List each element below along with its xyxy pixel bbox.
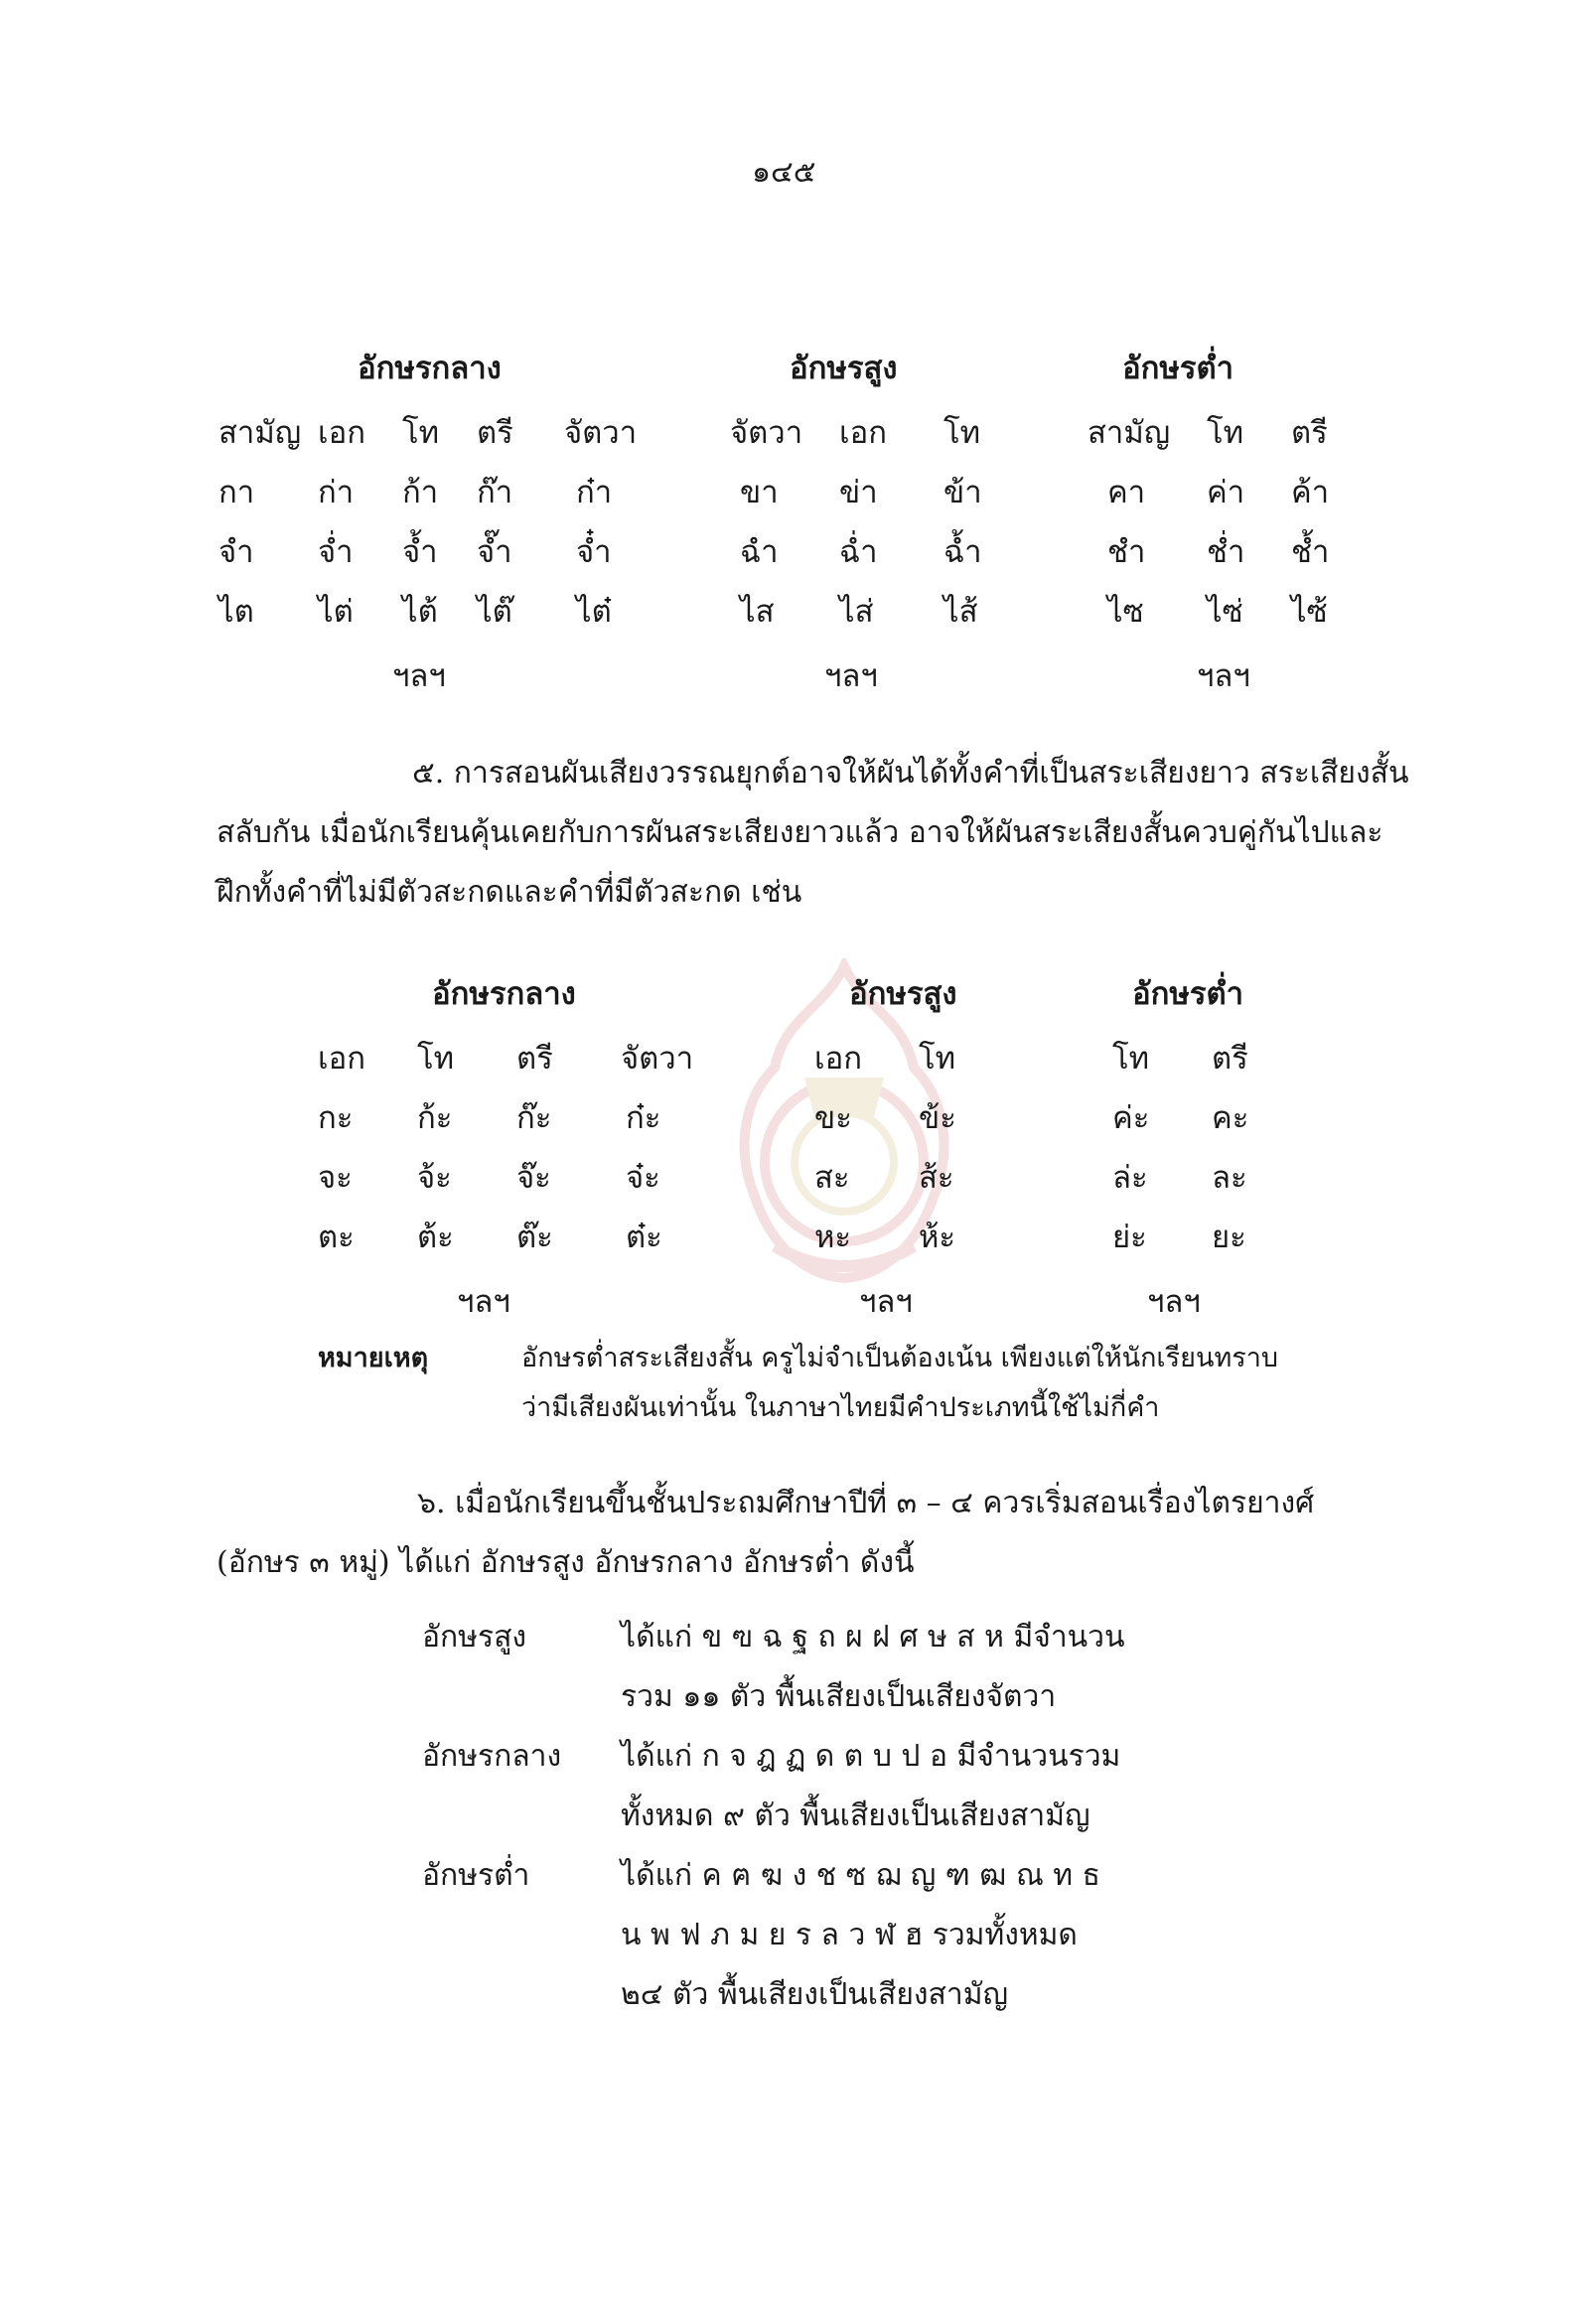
table-cell: ไต — [218, 594, 254, 630]
table-cell: ยะ — [1212, 1220, 1246, 1255]
column-header: ตรี — [516, 1041, 553, 1077]
column-header: เอก — [814, 1041, 862, 1077]
table-cell: ค้า — [1291, 475, 1330, 510]
column-header: โท — [919, 1041, 956, 1077]
table-cell: ก๋ะ — [626, 1100, 661, 1136]
table-cell: ช้ำ — [1291, 534, 1330, 570]
column-header: จัตวา — [621, 1041, 694, 1077]
table-cell: ฉ้ำ — [943, 534, 982, 570]
table-cell: ส้ะ — [919, 1160, 954, 1196]
column-header: เอก — [318, 1041, 365, 1077]
table-cell: จ่ำ — [318, 534, 354, 570]
table-cell: ต๋ะ — [626, 1220, 662, 1255]
column-header: เอก — [318, 415, 365, 451]
table-cell: จำ — [218, 534, 254, 570]
paragraph-line: สลับกัน เมื่อนักเรียนคุ้นเคยกับการผันสระเสียงยาวแล้ว อาจให้ผันสระเสียงสั้นควบคู่กันไปและ — [217, 815, 1383, 850]
column-header: โท — [1112, 1041, 1150, 1077]
class-line: ได้แก่ ก จ ฎ ฏ ด ต บ ป อ มีจำนวนรวม — [621, 1739, 1121, 1774]
column-header: โท — [402, 415, 440, 451]
table-cell: ช่ำ — [1207, 534, 1245, 570]
column-header: โท — [943, 415, 981, 451]
class-line: ได้แก่ ค ฅ ฆ ง ช ซ ฌ ญ ฑ ฒ ณ ท ธ — [621, 1858, 1100, 1893]
table-cell: ต๊ะ — [516, 1220, 553, 1255]
etc-mark: ฯลฯ — [1197, 658, 1250, 694]
table-cell: ก๋า — [576, 475, 613, 510]
note-line: ว่ามีเสียงผันเท่านั้น ในภาษาไทยมีคำประเภทนี้ใช้ไม่กี่คำ — [521, 1392, 1160, 1423]
table-cell: จ๋ะ — [626, 1160, 660, 1196]
column-header: จัตวา — [564, 415, 638, 451]
paragraph-line: (อักษร ๓ หมู่) ได้แก่ อักษรสูง อักษรกลาง อักษรต่ำ ดังนี้ — [217, 1545, 915, 1580]
table-cell: ข้า — [943, 475, 982, 510]
class-line: ๒๔ ตัว พื้นเสียงเป็นเสียงสามัญ — [621, 1977, 1009, 2012]
table-cell: คา — [1107, 475, 1146, 510]
table-cell: ก่า — [318, 475, 355, 510]
table-cell: จ๋ำ — [576, 534, 612, 570]
table-cell: ไต่ — [318, 594, 354, 630]
table-cell: ฉำ — [740, 534, 779, 570]
group-heading: อักษรกลาง — [358, 351, 502, 386]
etc-mark: ฯลฯ — [392, 658, 446, 694]
group-heading: อักษรกลาง — [432, 976, 576, 1012]
class-line: ทั้งหมด ๙ ตัว พื้นเสียงเป็นเสียงสามัญ — [621, 1799, 1090, 1833]
table-cell: หะ — [814, 1220, 852, 1255]
column-header: ตรี — [1212, 1041, 1248, 1077]
paragraph-line: ๕. การสอนผันเสียงวรรณยุกต์อาจให้ผันได้ทั้งคำที่เป็นสระเสียงยาว สระเสียงสั้น — [412, 756, 1409, 791]
table-cell: ต้ะ — [417, 1220, 454, 1255]
table-cell: จ้ำ — [402, 534, 438, 570]
etc-mark: ฯลฯ — [457, 1284, 510, 1320]
group-heading: อักษรต่ำ — [1122, 351, 1234, 386]
note-line: อักษรต่ำสระเสียงสั้น ครูไม่จำเป็นต้องเน้น เพียงแต่ให้นักเรียนทราบ — [521, 1343, 1279, 1373]
table-cell: กะ — [318, 1100, 354, 1136]
note-label: หมายเหตุ — [318, 1343, 429, 1373]
table-cell: ละ — [1212, 1160, 1247, 1196]
table-cell: ไต๋ — [576, 594, 612, 630]
paragraph-line: ฝึกทั้งคำที่ไม่มีตัวสะกดและคำที่มีตัวสะกด เช่น — [217, 875, 802, 910]
class-name: อักษรต่ำ — [422, 1858, 530, 1893]
etc-mark: ฯลฯ — [824, 658, 878, 694]
column-header: โท — [417, 1041, 455, 1077]
table-cell: คะ — [1212, 1100, 1249, 1136]
table-cell: ห้ะ — [919, 1220, 956, 1255]
column-header: ตรี — [477, 415, 513, 451]
table-cell: ไซ่ — [1207, 594, 1243, 630]
table-cell: ค่า — [1207, 475, 1245, 510]
table-cell: ไส่ — [839, 594, 874, 630]
class-line: น พ ฟ ภ ม ย ร ล ว ฬ ฮ รวมทั้งหมด — [621, 1918, 1078, 1952]
table-cell: ไต้ — [402, 594, 438, 630]
column-header: เอก — [839, 415, 887, 451]
group-heading: อักษรสูง — [790, 351, 898, 386]
table-cell: ตะ — [318, 1220, 355, 1255]
table-cell: ย่ะ — [1112, 1220, 1147, 1255]
class-line: รวม ๑๑ ตัว พื้นเสียงเป็นเสียงจัตวา — [621, 1679, 1057, 1714]
group-heading: อักษรสูง — [849, 976, 957, 1012]
table-cell: ขา — [740, 475, 779, 510]
paragraph-line: ๖. เมื่อนักเรียนขึ้นชั้นประถมศึกษาปีที่ ๓ – ๔ ควรเริ่มสอนเรื่องไตรยางศ์ — [417, 1486, 1315, 1520]
table-cell: ไซ้ — [1291, 594, 1328, 630]
table-cell: ก้ะ — [417, 1100, 453, 1136]
class-name: อักษรสูง — [422, 1620, 527, 1655]
column-header: โท — [1207, 415, 1244, 451]
table-cell: สะ — [814, 1160, 850, 1196]
table-cell: ล่ะ — [1112, 1160, 1148, 1196]
etc-mark: ฯลฯ — [1147, 1284, 1201, 1320]
group-heading: อักษรต่ำ — [1132, 976, 1244, 1012]
table-cell: ก๊ะ — [516, 1100, 552, 1136]
table-cell: ไส้ — [943, 594, 978, 630]
table-cell: ค่ะ — [1112, 1100, 1150, 1136]
table-cell: ก๊า — [477, 475, 513, 510]
table-cell: ไต๊ — [477, 594, 512, 630]
table-cell: กา — [218, 475, 255, 510]
column-header: สามัญ — [218, 415, 302, 451]
table-cell: ไซ — [1107, 594, 1144, 630]
page-number: ๑๔๕ — [752, 155, 816, 190]
table-cell: ข่า — [839, 475, 878, 510]
table-cell: จ้ะ — [417, 1160, 452, 1196]
table-cell: ก้า — [402, 475, 439, 510]
table-cell: ไส — [740, 594, 775, 630]
table-cell: ชำ — [1107, 534, 1146, 570]
class-line: ได้แก่ ข ฃ ฉ ฐ ถ ผ ฝ ศ ษ ส ห มีจำนวน — [621, 1620, 1125, 1655]
table-cell: ข้ะ — [919, 1100, 956, 1136]
column-header: จัตวา — [730, 415, 803, 451]
etc-mark: ฯลฯ — [859, 1284, 913, 1320]
table-cell: จ๊ำ — [477, 534, 512, 570]
table-cell: จ๊ะ — [516, 1160, 551, 1196]
column-header: ตรี — [1291, 415, 1328, 451]
table-cell: ขะ — [814, 1100, 852, 1136]
table-cell: จะ — [318, 1160, 353, 1196]
class-name: อักษรกลาง — [422, 1739, 562, 1774]
table-cell: ฉ่ำ — [839, 534, 878, 570]
column-header: สามัญ — [1088, 415, 1171, 451]
